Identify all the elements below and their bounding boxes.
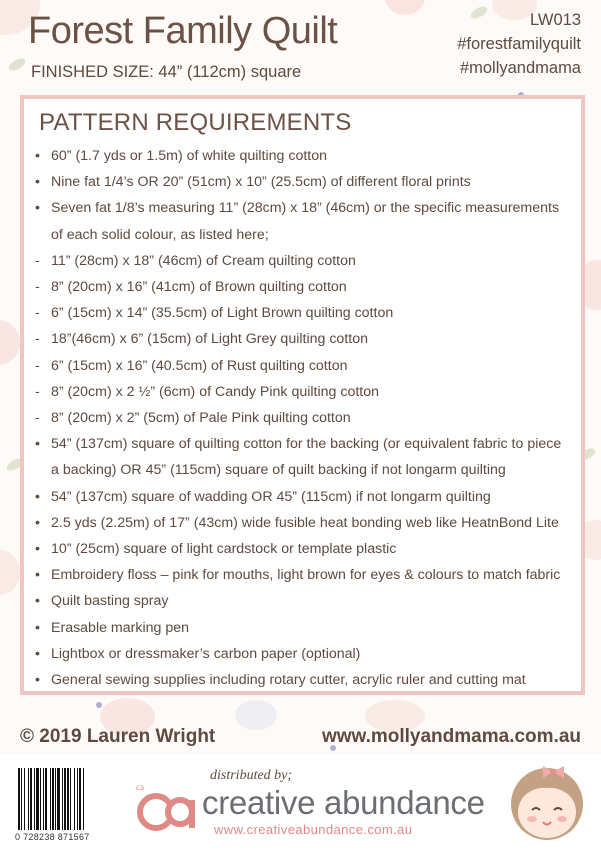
barcode-bar <box>79 768 81 830</box>
barcode-bar <box>43 768 44 830</box>
barcode-bar <box>52 768 54 830</box>
flower-decoration <box>385 0 425 15</box>
barcode-bar <box>62 768 63 830</box>
requirement-text: 8” (20cm) x 2 ½” (6cm) of Candy Pink quilting cotton <box>51 383 380 400</box>
bullet-marker: • <box>35 436 40 453</box>
flower-decoration <box>0 320 20 365</box>
barcode-number: 0 728238 871567 <box>15 832 90 842</box>
requirement-item <box>33 536 581 562</box>
requirement-item <box>33 222 581 248</box>
logo-monogram: ca <box>136 782 144 792</box>
requirement-text: a backing) OR 45” (115cm) square of quilt backing if not longarm quilting <box>51 462 506 479</box>
requirement-item <box>33 588 581 614</box>
footer <box>0 754 601 850</box>
bullet-marker: • <box>35 174 40 191</box>
requirement-item <box>33 457 581 483</box>
requirement-text: 8” (20cm) x 2” (5cm) of Pale Pink quilting cotton <box>51 410 351 427</box>
requirement-text: Nine fat 1/4’s OR 20” (51cm) x 10” (25.5cm) of different floral prints <box>51 174 471 191</box>
requirement-text: 8” (20cm) x 16” (41cm) of Brown quilting cotton <box>51 279 347 296</box>
dash-marker: - <box>35 279 40 296</box>
finished-size: FINISHED SIZE: 44” (112cm) square <box>31 63 302 81</box>
barcode-bar <box>77 768 78 830</box>
dash-marker: - <box>35 410 40 427</box>
barcode-bar <box>18 768 20 830</box>
barcode-bar <box>30 768 32 830</box>
requirement-text: Quilt basting spray <box>51 593 169 610</box>
barcode-bar <box>28 768 29 830</box>
page-title: Forest Family Quilt <box>28 10 338 52</box>
requirement-text: 11” (28cm) x 18” (46cm) of Cream quilting cotton <box>51 252 356 269</box>
requirement-item <box>33 248 581 274</box>
requirement-item <box>33 641 581 667</box>
barcode-bar <box>50 768 51 830</box>
barcode-bar <box>67 768 69 830</box>
brand-name: creative abundance <box>202 784 485 821</box>
barcode-bar <box>40 768 41 830</box>
barcode-bar <box>57 768 60 830</box>
barcode-bar <box>55 768 56 830</box>
requirement-item <box>33 562 581 588</box>
bullet-marker: • <box>35 645 40 662</box>
requirement-item <box>33 431 581 457</box>
barcode-bar <box>34 768 35 830</box>
requirements-list <box>33 143 581 693</box>
requirement-item <box>33 326 581 352</box>
requirement-item <box>33 195 581 221</box>
bullet-marker: • <box>35 593 40 610</box>
requirement-item <box>33 169 581 195</box>
creative-abundance-logo-icon <box>134 778 200 834</box>
pattern-code: LW013 <box>529 11 581 29</box>
requirement-item <box>33 615 581 641</box>
dash-marker: - <box>35 357 40 374</box>
dash-marker: - <box>35 252 40 269</box>
requirement-text: 60” (1.7 yds or 1.5m) of white quilting cotton <box>51 148 328 164</box>
barcode-icon <box>16 768 114 832</box>
requirement-text: 6” (15cm) x 16” (40.5cm) of Rust quilting cotton <box>51 357 348 374</box>
bullet-marker: • <box>35 488 40 505</box>
requirement-item <box>33 300 581 326</box>
dash-marker: - <box>35 305 40 322</box>
hashtag-quilt: #forestfamilyquilt <box>457 35 581 53</box>
distributed-by-label: distributed by; <box>210 768 293 783</box>
barcode-bar <box>21 768 22 830</box>
requirement-text: 18”(46cm) x 6” (15cm) of Light Grey quilting cotton <box>51 331 368 348</box>
dash-marker: - <box>35 331 40 348</box>
barcode-bar <box>70 768 71 830</box>
requirement-text: of each solid colour, as listed here; <box>51 226 269 243</box>
requirement-text: Lightbox or dressmaker’s carbon paper (optional) <box>51 645 361 662</box>
hashtag-brand: #mollyandmama <box>459 59 581 77</box>
requirement-item <box>33 510 581 536</box>
requirement-text: 6” (15cm) x 14” (35.5cm) of Light Brown quilting cotton <box>51 305 394 322</box>
requirement-item <box>33 143 581 169</box>
requirement-item <box>33 379 581 405</box>
bullet-marker: • <box>35 541 40 558</box>
barcode-bar <box>24 768 25 830</box>
bullet-marker: • <box>35 619 40 636</box>
girl-face-icon <box>506 762 588 844</box>
bullet-marker: • <box>35 567 40 584</box>
requirement-item <box>33 484 581 510</box>
requirement-text: Embroidery floss – pink for mouths, light brown for eyes & colours to match fabric <box>51 567 561 584</box>
requirement-text: Seven fat 1/8’s measuring 11” (28cm) x 18” (46cm) or the specific measurements <box>51 200 560 217</box>
requirement-text: 2.5 yds (2.25m) of 17” (43cm) wide fusible heat bonding web like HeatnBond Lite <box>51 514 559 531</box>
flower-decoration <box>0 550 20 595</box>
requirement-item <box>33 274 581 300</box>
bullet-marker: • <box>35 148 40 164</box>
leaf-decoration <box>469 4 489 21</box>
dash-marker: - <box>35 383 40 400</box>
bullet-marker: • <box>35 200 40 217</box>
barcode-bar <box>64 768 66 830</box>
barcode-bar <box>74 768 75 830</box>
flower-decoration <box>235 700 277 730</box>
leaf-decoration <box>7 56 27 73</box>
requirement-text: 10” (25cm) square of light cardstock or template plastic <box>51 541 397 558</box>
requirement-text: Erasable marking pen <box>51 619 190 636</box>
requirement-text: 54” (137cm) square of quilting cotton for the backing (or equivalent fabric to piece <box>51 436 562 453</box>
berry-decoration <box>96 702 102 708</box>
website-link[interactable]: www.mollyandmama.com.au <box>321 726 581 747</box>
copyright: © 2019 Lauren Wright <box>20 726 216 747</box>
bullet-marker: • <box>35 672 40 689</box>
requirement-item <box>33 353 581 379</box>
bullet-marker: • <box>35 514 40 531</box>
requirements-panel <box>20 95 585 695</box>
brand-url[interactable]: www.creativeabundance.com.au <box>214 822 413 837</box>
requirements-heading: PATTERN REQUIREMENTS <box>39 109 352 136</box>
barcode-bar <box>36 768 39 830</box>
requirement-text: General sewing supplies including rotary cutter, acrylic ruler and cutting mat <box>51 672 526 689</box>
barcode-bar <box>45 768 47 830</box>
requirement-item <box>33 667 581 693</box>
requirement-text: 54” (137cm) square of wadding OR 45” (115cm) if not longarm quilting <box>51 488 491 505</box>
requirement-item <box>33 405 581 431</box>
barcode-bar <box>83 768 84 830</box>
